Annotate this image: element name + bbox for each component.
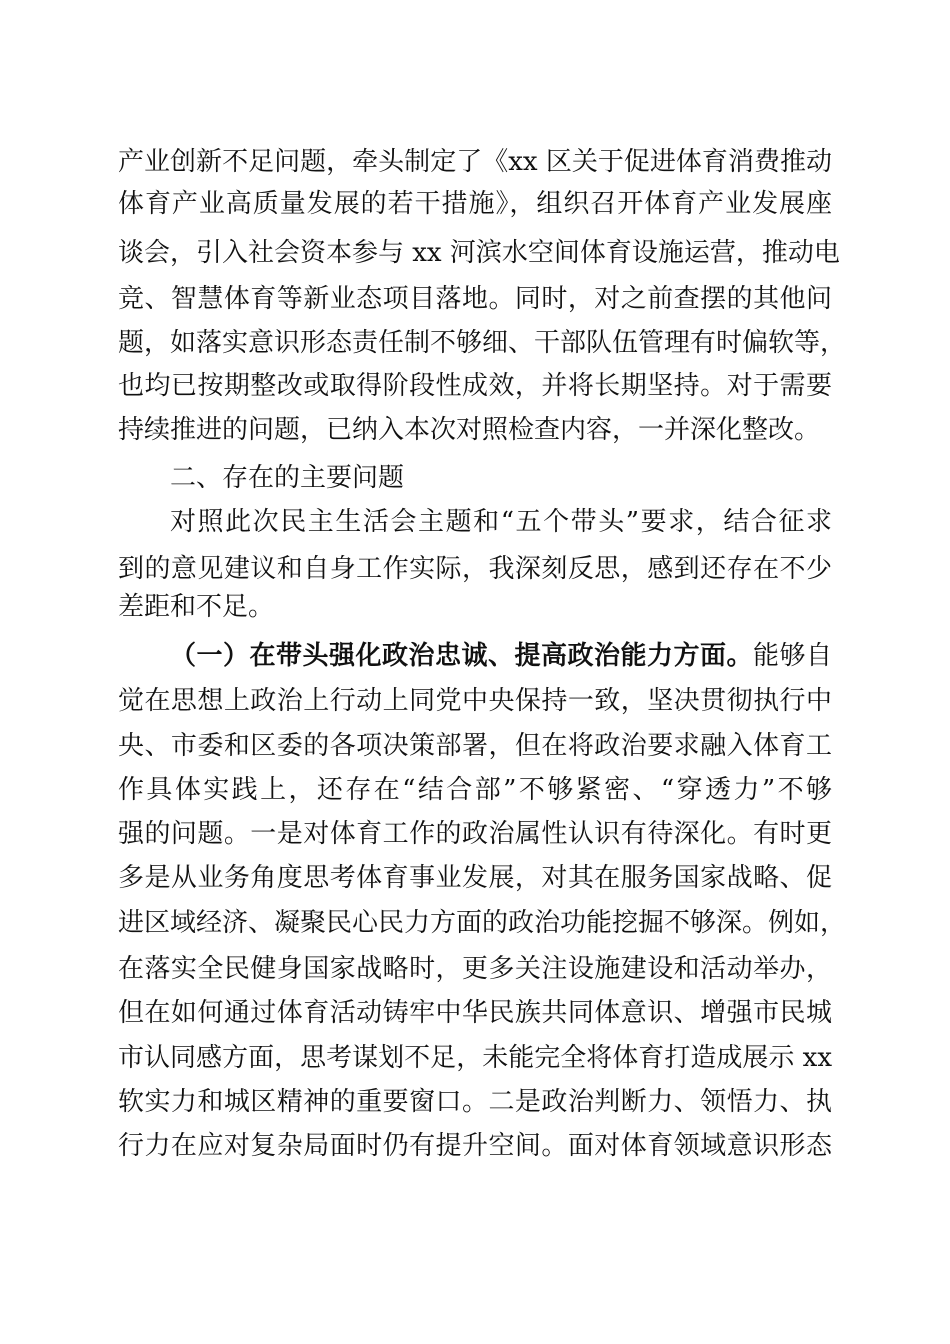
paragraph-line: 产业创新不足问题，牵头制定了《xx 区关于促进体育消费推动 xyxy=(118,147,832,177)
section-heading: 二、存在的主要问题 xyxy=(170,463,405,493)
paragraph-line: 对照此次民主生活会主题和“五个带头”要求，结合征求 xyxy=(170,507,832,537)
paragraph-line: 强的问题。一是对体育工作的政治属性认识有待深化。有时更 xyxy=(118,819,832,849)
paragraph-first-line xyxy=(170,634,832,678)
paragraph-line: 到的意见建议和自身工作实际，我深刻反思，感到还存在不少 xyxy=(118,554,832,584)
paragraph-line: 行力在应对复杂局面时仍有提升空间。面对体育领域意识形态 xyxy=(118,1131,832,1161)
paragraph-line: 进区域经济、凝聚民心民力方面的政治功能挖掘不够深。例如， xyxy=(118,908,847,938)
paragraph-line: 但在如何通过体育活动铸牢中华民族共同体意识、增强市民城 xyxy=(118,998,832,1028)
paragraph-line: 觉在思想上政治上行动上同党中央保持一致，坚决贯彻执行中 xyxy=(118,686,832,716)
paragraph-line: 市认同感方面，思考谋划不足，未能完全将体育打造成展示 xx xyxy=(118,1043,832,1073)
paragraph-line: 央、市委和区委的各项决策部署，但在将政治要求融入体育工 xyxy=(118,731,832,761)
paragraph-lead-rest: 能够自 xyxy=(752,641,832,671)
paragraph-line: 持续推进的问题，已纳入本次对照检查内容，一并深化整改。 xyxy=(118,415,821,445)
paragraph-line: 在落实全民健身国家战略时，更多关注设施建设和活动举办， xyxy=(118,954,832,984)
paragraph-line: 竞、智慧体育等新业态项目落地。同时，对之前查摆的其他问 xyxy=(118,284,832,314)
paragraph-line: 多是从业务角度思考体育事业发展，对其在服务国家战略、促 xyxy=(118,863,832,893)
subheading-lead: （一）在带头强化政治忠诚、提高政治能力方面。 xyxy=(170,641,753,671)
paragraph-line: 谈会，引入社会资本参与 xx 河滨水空间体育设施运营，推动电 xyxy=(118,238,840,268)
paragraph-line: 作具体实践上，还存在“结合部”不够紧密、“穿透力”不够 xyxy=(118,775,832,805)
paragraph-line: 软实力和城区精神的重要窗口。二是政治判断力、领悟力、执 xyxy=(118,1087,832,1117)
paragraph-line: 差距和不足。 xyxy=(118,592,275,622)
paragraph-line: 体育产业高质量发展的若干措施》，组织召开体育产业发展座 xyxy=(118,189,832,219)
paragraph-line: 题，如落实意识形态责任制不够细、干部队伍管理有时偏软等， xyxy=(118,328,847,358)
paragraph-line: 也均已按期整改或取得阶段性成效，并将长期坚持。对于需要 xyxy=(118,371,832,401)
